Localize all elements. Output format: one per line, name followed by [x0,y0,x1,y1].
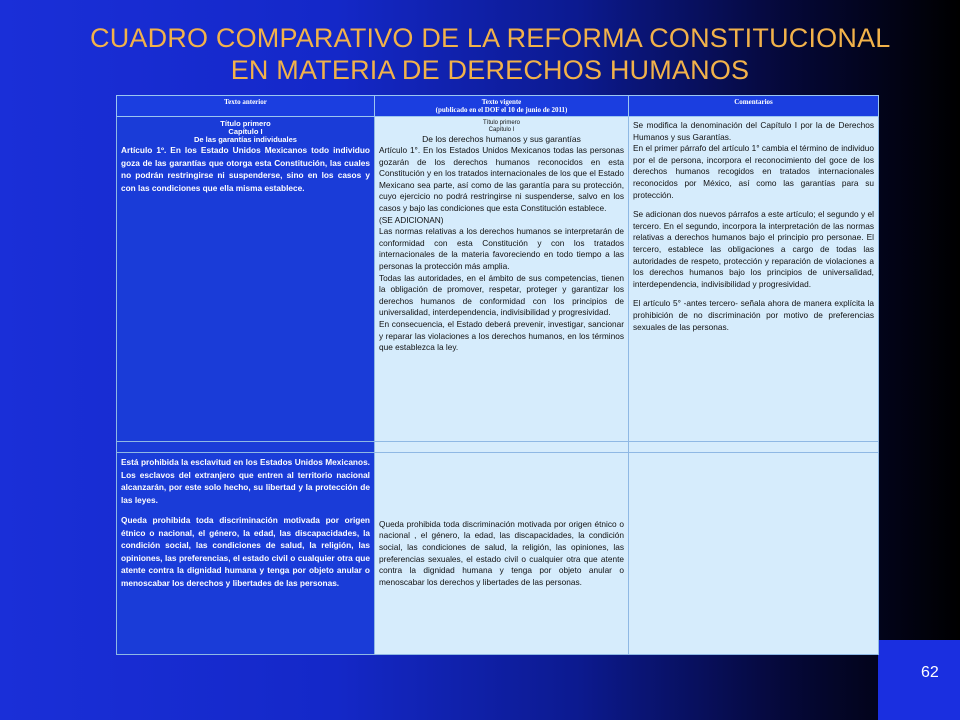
cell-comments-discrimination [629,453,879,655]
slide-title [90,22,890,86]
cell-previous-discrimination [117,453,375,655]
slide-corner-decoration [878,640,960,720]
table-row [117,117,879,442]
cell-comments-article-1 [629,117,879,442]
current-chapter-name: De los derechos humanos y sus garantías [422,134,581,144]
current-paragraph-3: Las normas relativas a los derechos humanos se interpretarán de conformidad con esta Constitución y con los tratados internacionales de la materia favoreciendo en todo tiempo a las personas la protección más amplia. [379,226,624,271]
slide-title-line-2: EN MATERIA DE DERECHOS HUMANOS [230,55,750,85]
comment-paragraph-1: Se modifica la denominación del Capítulo I por la de Derechos Humanos y sus Garantías. [633,120,874,142]
old-discrimination-paragraph: Queda prohibida toda discriminación motivada por origen étnico o nacional, el género, la edad, las discapacidades, la condición social, las condiciones de salud, la religión, las opiniones, las preferencias, el estado civil o cualquier otra que atente contra la dignidad humana y tenga por objeto anular o menoscabar los derechos y libertades de las personas. [121,515,370,588]
current-chapter: Capítulo I [488,127,515,133]
comment-paragraph-2: En el primer párrafo del artículo 1° cambia el término de individuo por el de persona, incorpora el reconocimiento del goce de los derechos humanos recogidos en tratados internacionales reconocidos por México, así como las garantías para su protección. [633,143,874,200]
header-current-text [375,96,629,117]
old-title: Título primero [220,119,271,128]
current-paragraph-5: En consecuencia, el Estado deberá prevenir, investigar, sancionar y reparar las violaciones a los derechos humanos, en los términos que establezca la ley. [379,318,624,353]
comparison-table [116,95,879,655]
old-article-text: Artículo 1º. En los Estado Unidos Mexicanos todo individuo goza de las garantías que otorga esta Constitución, las cuales no podrán restringirse ni suspenderse, sino en los casos y con las condiciones que ella misma establece. [121,145,370,193]
table-row [117,442,879,453]
header-current-title: Texto vigente [481,98,522,106]
header-previous-text: Texto anterior [117,96,375,117]
current-paragraph-1: Artículo 1°. En los Estados Unidos Mexicanos todas las personas gozarán de los derechos humanos reconocidos en esta Constitución y en los tratados internacionales de los que el Estado Mexicano sea parte, así como de las garantía para su protección, cuyo ejercicio no podrá restringirse ni suspenderse, salvo en los casos y bajo las condiciones que esta Constitución establece. [379,145,624,213]
table-row [117,453,879,655]
current-paragraph-4: Todas las autoridades, en el ámbito de sus competencias, tienen la obligación de promover, respetar, proteger y garantizar los derechos humanos de conformidad con los principios de universalidad, interdependencia, indivisibilidad y progresividad. [379,272,624,318]
cell-current-article-1 [375,117,629,442]
slide-title-line-1: CUADRO COMPARATIVO DE LA REFORMA CONSTITUCIONAL [90,23,891,53]
header-current-subtitle: (publicado en el DOF el 10 de junio de 2011) [435,106,568,114]
cell-current-discrimination [375,453,629,655]
current-paragraph-2: (SE ADICIONAN) [379,214,444,225]
page-number: 62 [921,664,939,681]
old-slavery-paragraph: Está prohibida la esclavitud en los Estados Unidos Mexicanos. Los esclavos del extranjero que entren al territorio nacional alcanzarán, por este solo hecho, su libertad y la protección de las leyes. [121,457,370,505]
old-chapter: Capítulo I [228,127,263,136]
header-comments: Comentarios [629,96,879,117]
current-discrimination-paragraph: Queda prohibida toda discriminación motivada por origen étnico o nacional , el género, la edad, las discapacidades, la condición social, las condiciones de salud, la religión, las opiniones, las preferencias sexuales, el estado civil o cualquier otra que atente contra la dignidad humana y tenga por objeto anular o menoscabar los derechos y libertades de las personas. [379,518,624,587]
table-header-row [117,96,879,117]
comment-paragraph-4: El artículo 5° -antes tercero- señala ahora de manera explícita la prohibición de no discriminación por motivo de preferencias sexuales de las personas. [633,298,874,332]
comment-paragraph-3: Se adicionan dos nuevos párrafos a este artículo; el segundo y el tercero. En el segundo, incorpora la interpretación de las normas relativas a derechos humanos bajo el principio pro personae. El tercero, establece las obligaciones a cargo de todas las autoridades de respeto, protección y reparación de violaciones a los derechos humanos bajo los principios de universalidad, interdependencia, indivisibilidad y progresividad. [633,209,874,289]
cell-previous-article-1 [117,117,375,442]
old-chapter-name: De las garantías individuales [194,135,297,144]
current-title: Título primero [482,120,520,126]
